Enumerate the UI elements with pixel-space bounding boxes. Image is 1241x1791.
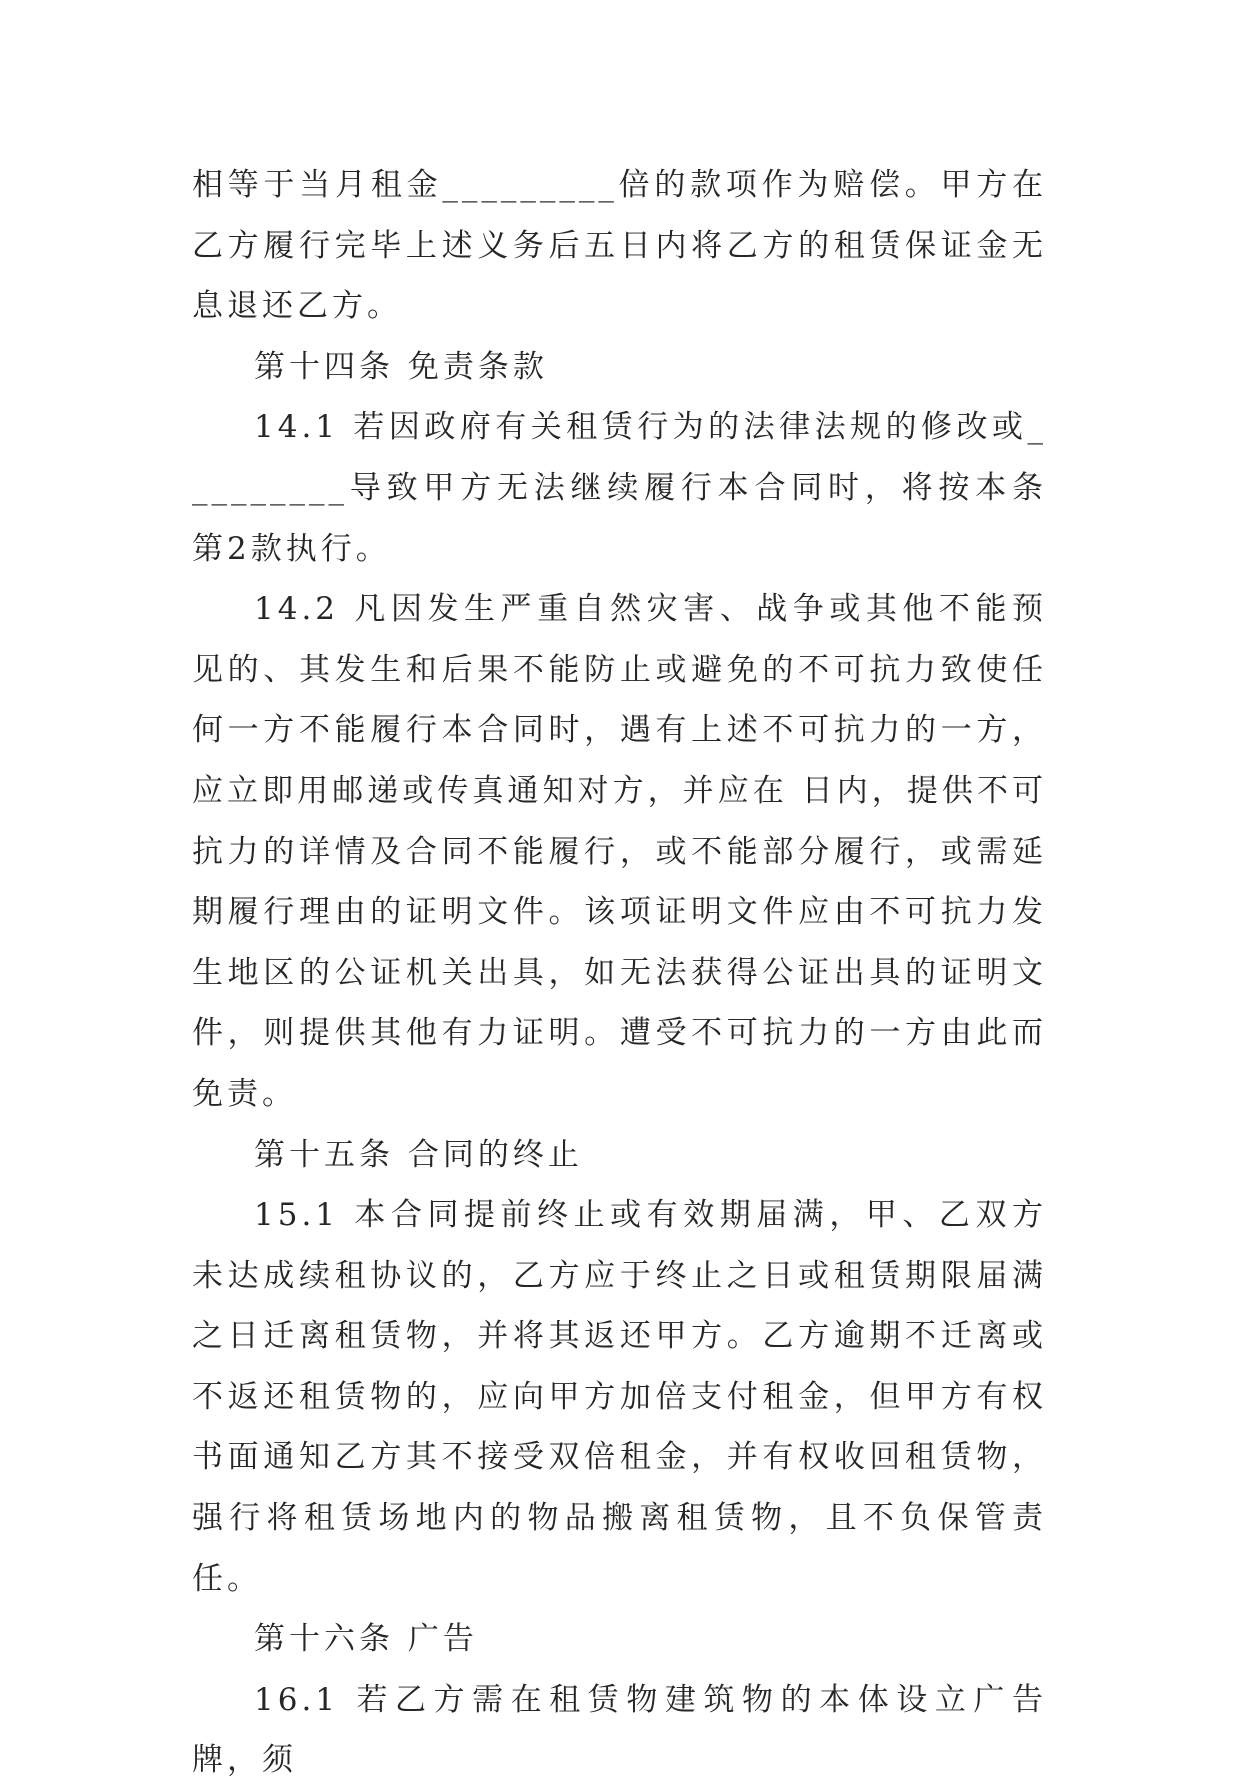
paragraph-16-1: 16.1 若乙方需在租赁物建筑物的本体设立广告牌，须: [192, 1681, 1047, 1779]
document-body: [192, 155, 1047, 1791]
section-heading-15: 第十五条 合同的终止: [254, 1136, 583, 1173]
section-heading-16: 第十六条 广告: [254, 1621, 478, 1658]
section-heading-14: 第十四条 免责条款: [254, 348, 548, 385]
paragraph-15-1: 15.1 本合同提前终止或有效期届满，甲、乙双方未达成续租协议的，乙方应于终止之日或租赁期限届满之日迁离租赁物，并将其返还甲方。乙方逾期不迁离或不返还租赁物的，应向甲方加倍支付租金，但甲方有权书面通知乙方其不接受双倍租金，并有权收回租赁物，强行将租赁场地内的物品搬离租赁物，且不负保管责任。: [192, 1197, 1047, 1597]
paragraph-compensation: 相等于当月租金_________倍的款项作为赔偿。甲方在乙方履行完毕上述义务后五日内将乙方的租赁保证金无息退还乙方。: [192, 167, 1047, 325]
paragraph-14-2: 14.2 凡因发生严重自然灾害、战争或其他不能预见的、其发生和后果不能防止或避免的不可抗力致使任何一方不能履行本合同时，遇有上述不可抗力的一方，应立即用邮递或传真通知对方，并应在 日内，提供不可抗力的详情及合同不能履行，或不能部分履行，或需延期履行理由的证明文件。该项证明文件应由不可抗力发生地区的公证机关出具，如无法获得公证出具的证明文件，则提供其他有力证明。遭受不可抗力的一方由此而免责。: [192, 591, 1047, 1112]
paragraph-14-1: 14.1 若因政府有关租赁行为的法律法规的修改或_________导致甲方无法继续履行本合同时，将按本条第2款执行。: [192, 409, 1047, 567]
